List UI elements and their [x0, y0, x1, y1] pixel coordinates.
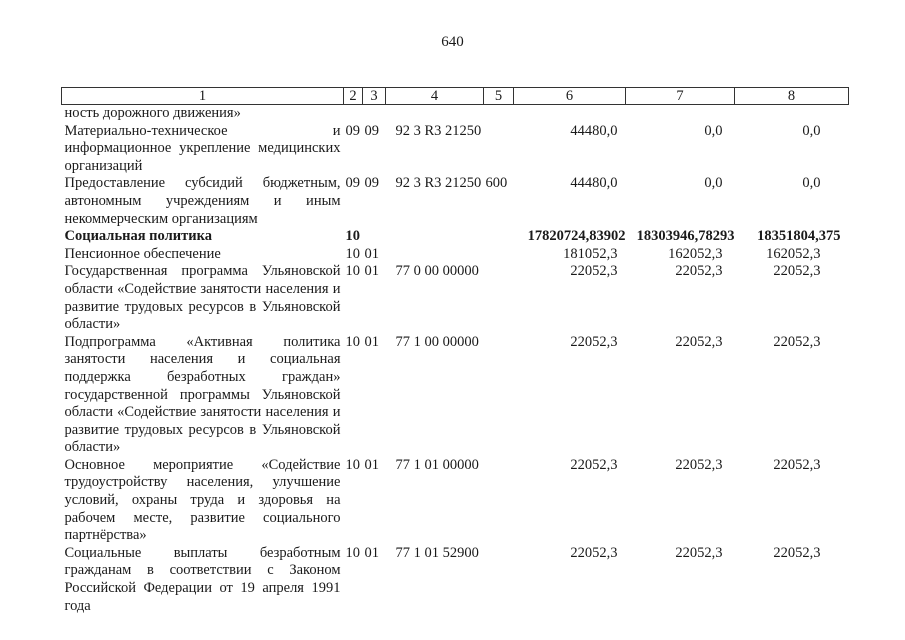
row-value-6: 44480,0	[570, 175, 618, 192]
row-name: Материально-техническое и информационное укрепление медицинских организаций	[64, 122, 341, 174]
row-target-article	[386, 246, 484, 264]
row-name: Предоставление субсидий бюджетным, автономным учреждениям и иным некоммерческим организациям	[64, 175, 341, 227]
row-value-6: 17820724,83902	[527, 228, 626, 245]
header-col-2: 2	[344, 88, 363, 105]
row-value-6: 22052,3	[570, 333, 618, 350]
table-row	[62, 545, 849, 615]
row-section: 10	[345, 456, 360, 473]
header-row	[62, 88, 849, 105]
row-value-8: 22052,3	[773, 456, 821, 473]
header-col-6: 6	[514, 88, 626, 105]
row-value-8: 0,0	[802, 175, 821, 192]
row-value-6: 22052,3	[570, 263, 618, 280]
row-value-8: 22052,3	[773, 263, 821, 280]
row-expense-type	[484, 457, 514, 545]
row-section: 10	[345, 333, 360, 350]
row-section: 10	[345, 263, 360, 280]
row-expense-type	[484, 263, 514, 333]
row-name: Социальные выплаты безработным гражданам в соответствии с Законом Российской Федерации от 19 апреля 1991 года	[64, 544, 341, 614]
header-col-1: 1	[62, 88, 344, 105]
row-subsection: 01	[364, 333, 379, 350]
row-section: 09	[345, 122, 360, 139]
row-subsection	[363, 105, 386, 123]
row-value-7: 22052,3	[675, 263, 723, 280]
row-value-6	[514, 105, 626, 123]
row-value-7: 18303946,78293	[636, 228, 735, 245]
row-subsection: 01	[364, 245, 379, 262]
header-col-5: 5	[484, 88, 514, 105]
row-target-article: 77 1 01 52900	[395, 544, 479, 561]
row-value-8: 18351804,375	[757, 228, 841, 245]
row-value-6: 22052,3	[570, 456, 618, 473]
row-name: Подпрограмма «Активная политика занятости населения и социальная поддержка безработных граждан» государственной программы Ульяновской области «Содействие занятости населения и развитие трудовых ресурсов в Ульяновской области»	[64, 333, 341, 456]
row-value-7: 0,0	[704, 122, 723, 139]
row-target-article	[386, 105, 484, 123]
row-name: Пенсионное обеспечение	[64, 245, 221, 262]
row-target-article: 77 1 01 00000	[395, 456, 479, 473]
row-subsection: 09	[364, 175, 379, 192]
row-target-article: 77 1 00 00000	[395, 333, 479, 350]
header-col-7: 7	[626, 88, 735, 105]
table-row	[62, 246, 849, 264]
row-section	[344, 105, 363, 123]
row-subsection: 01	[364, 263, 379, 280]
table-row	[62, 228, 849, 246]
row-value-8: 22052,3	[773, 333, 821, 350]
row-value-6: 22052,3	[570, 544, 618, 561]
header-col-8: 8	[735, 88, 849, 105]
row-expense-type	[484, 545, 514, 615]
header-col-4: 4	[386, 88, 484, 105]
row-expense-type	[484, 123, 514, 176]
row-expense-type	[484, 105, 514, 123]
table-row	[62, 334, 849, 457]
row-value-7: 0,0	[704, 175, 723, 192]
table-header	[62, 88, 849, 105]
table-row	[62, 123, 849, 176]
row-expense-type	[484, 246, 514, 264]
table-row	[62, 263, 849, 333]
row-expense-type	[484, 334, 514, 457]
row-section: 10	[345, 228, 360, 245]
row-name: Социальная политика	[64, 228, 212, 245]
row-target-article	[386, 228, 484, 246]
row-value-7: 162052,3	[668, 245, 723, 262]
row-section: 10	[345, 544, 360, 561]
row-name: Основное мероприятие «Содействие трудоустройству населения, улучшение условий, охраны труда и здоровья на рабочем месте, развитие социального партнёрства»	[64, 456, 341, 544]
header-col-3: 3	[363, 88, 386, 105]
row-value-8	[735, 105, 849, 123]
row-section: 10	[345, 245, 360, 262]
row-expense-type: 600	[485, 175, 508, 192]
table-row	[62, 175, 849, 228]
row-expense-type	[484, 228, 514, 246]
row-value-7: 22052,3	[675, 456, 723, 473]
row-name: ность дорожного движения»	[64, 105, 241, 121]
row-value-6: 44480,0	[570, 122, 618, 139]
row-value-8: 0,0	[802, 122, 821, 139]
row-value-7	[626, 105, 735, 123]
table-row	[62, 457, 849, 545]
row-subsection: 09	[364, 122, 379, 139]
table-row	[62, 105, 849, 123]
row-subsection: 01	[364, 544, 379, 561]
row-name: Государственная программа Ульяновской области «Содействие занятости населения и развитие трудовых ресурсов в Ульяновской области»	[64, 263, 341, 333]
row-value-6: 181052,3	[563, 245, 618, 262]
budget-table	[61, 87, 849, 615]
row-subsection: 01	[364, 456, 379, 473]
row-value-7: 22052,3	[675, 333, 723, 350]
row-target-article: 92 3 R3 21250	[395, 175, 482, 192]
row-value-8: 22052,3	[773, 544, 821, 561]
row-target-article: 92 3 R3 21250	[395, 122, 482, 139]
row-subsection	[363, 228, 386, 246]
row-target-article: 77 0 00 00000	[395, 263, 479, 280]
row-section: 09	[345, 175, 360, 192]
row-value-7: 22052,3	[675, 544, 723, 561]
page-number: 640	[441, 34, 464, 50]
row-value-8: 162052,3	[766, 245, 821, 262]
